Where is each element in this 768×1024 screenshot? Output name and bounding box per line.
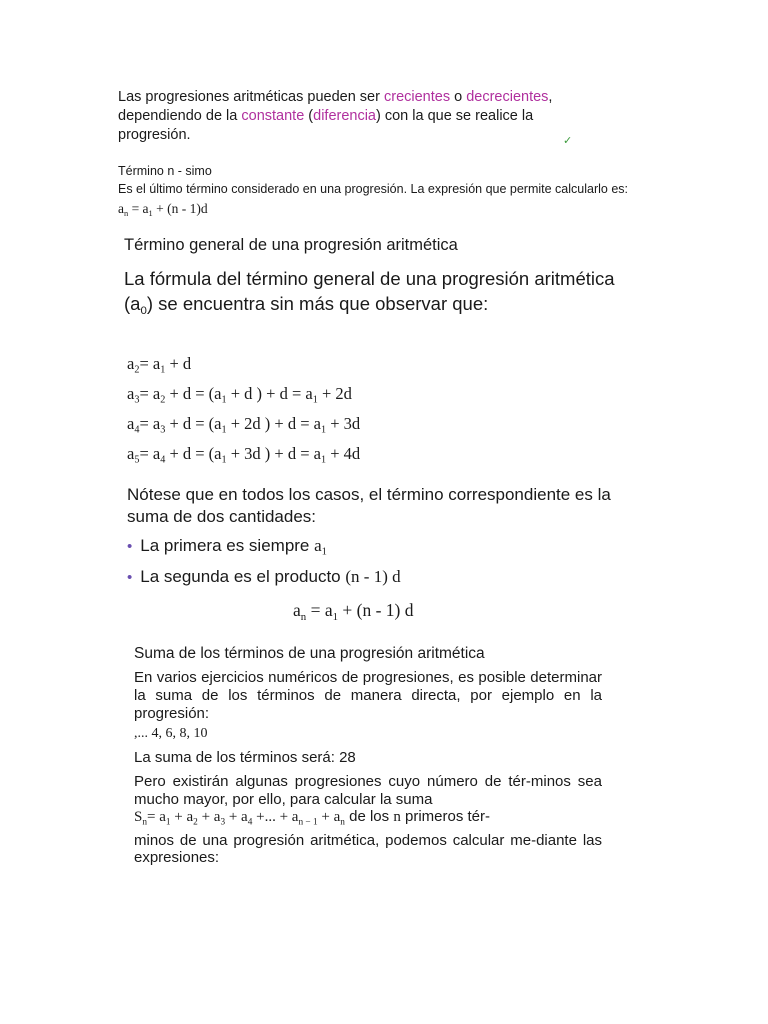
formula-part: + (n - 1) d xyxy=(338,600,414,620)
intro-text: ( xyxy=(304,108,314,124)
general-term-formula xyxy=(293,600,414,623)
bullet-text: La primera es siempre xyxy=(140,536,315,555)
formula-sub: 3 xyxy=(134,394,140,406)
formula-sub: n xyxy=(340,817,345,828)
formula-part: + d xyxy=(165,354,192,373)
sum-text: minos de una progresión aritmética, podemos calcular me-diante las expresiones: xyxy=(134,831,602,867)
equation-list xyxy=(127,352,360,472)
intro-text: , dependiendo de la xyxy=(118,89,553,124)
sum-text: Pero existirán algunas progresiones cuyo número de tér-minos sea mucho mayor, por ello, para calcular la suma xyxy=(134,773,602,808)
formula-part: = a xyxy=(147,809,166,825)
intro-text: Las progresiones aritméticas pueden ser xyxy=(118,89,384,105)
formula-sub: 2 xyxy=(193,817,198,828)
formula-part: + 2d ) + d = a xyxy=(226,414,321,434)
formula-part: a xyxy=(293,600,301,620)
formula-sub: 1 xyxy=(321,546,327,558)
formula-part: = a xyxy=(139,444,161,464)
nsimo-section xyxy=(118,162,678,223)
formula-sub: 2 xyxy=(134,364,140,376)
formula-sub: 1 xyxy=(148,208,153,218)
formula-sub: 5 xyxy=(134,454,140,466)
formula-part: = a xyxy=(139,384,161,404)
formula-part: + 2d xyxy=(317,384,352,404)
formula-part: + (n - 1)d xyxy=(152,201,208,216)
formula-part: a xyxy=(314,536,322,555)
formula-part: + d = (a xyxy=(165,444,222,464)
sum-formula-line xyxy=(134,808,602,832)
formula-part: + 4d xyxy=(326,444,361,464)
equation-line: $a_4= a_3 + d = (a_1 + 2d$ ) + $d = a_1 + 3d$ xyxy=(127,414,361,436)
formula-sub: 3 xyxy=(220,817,226,828)
equation-line: $a_2= a_1 + d$ xyxy=(127,354,192,376)
intro-text: ) con la que se realice la progresión. xyxy=(118,108,534,143)
formula-part: + 3d xyxy=(326,414,361,434)
sum-text: de los xyxy=(344,808,394,825)
sequence-example: ,... 4, 6, 8, 10 xyxy=(134,726,208,741)
formula-part: = a xyxy=(306,600,333,620)
term-constante: constante xyxy=(241,108,305,124)
notese-paragraph: Nótese que en todos los casos, el término correspondiente es la suma de dos cantidades: xyxy=(127,485,611,526)
sum-paragraph xyxy=(134,773,602,867)
formula-sub: 1 xyxy=(221,454,227,466)
formula-sub: 1 xyxy=(312,394,318,406)
formula-part: + d ) + d = a xyxy=(226,384,313,404)
formula-part: + a xyxy=(317,809,341,825)
formula-sub: n xyxy=(142,817,147,828)
equation-line: $a_5= a_4 + d = (a_1 + 3d$ ) + $d = a_1 + 4d$ xyxy=(127,444,361,466)
term-decrecientes: decrecientes xyxy=(466,89,549,105)
intro-paragraph xyxy=(118,88,568,145)
formula-part: + d = (a xyxy=(165,414,222,434)
formula-part: n xyxy=(393,809,401,825)
formula-sub: 4 xyxy=(247,817,253,828)
formula-part: a xyxy=(118,201,124,216)
formula-part: + a xyxy=(225,809,248,825)
bullet-item xyxy=(127,567,401,598)
general-term-intro xyxy=(124,266,624,324)
formula-part: + a xyxy=(170,809,194,825)
intro-text: La fórmula del término general de una progresión aritmética (a xyxy=(124,268,615,314)
formula-part: +... + a xyxy=(252,809,299,825)
formula-part: = a xyxy=(128,201,149,216)
formula-sub: 1 xyxy=(221,394,227,406)
term-diferencia: diferencia xyxy=(313,108,376,124)
formula-part: = a xyxy=(139,354,161,373)
formula-sub: 1 xyxy=(160,364,166,376)
formula-sub: 3 xyxy=(160,424,166,436)
formula-sub: n xyxy=(124,208,129,218)
formula-sub: 1 xyxy=(320,454,327,466)
formula-sub: n xyxy=(300,610,307,623)
sum-section-title: Suma de los términos de una progresión aritmética xyxy=(134,645,485,662)
formula-sub: 1 xyxy=(320,424,327,436)
bullet-dot-icon: • xyxy=(127,538,133,555)
nsimo-description: Es el último término considerado en una progresión. La expresión que permite calcularlo es: xyxy=(118,182,629,196)
bullet-text: La segunda es el producto xyxy=(140,567,346,586)
bullet-list xyxy=(127,536,401,598)
general-term-title: Término general de una progresión aritmética xyxy=(124,236,458,254)
intro-text: ) se encuentra sin más que observar que: xyxy=(146,293,489,314)
sum-result: La suma de los términos será: 28 xyxy=(134,749,356,766)
nsimo-heading: Término n - simo xyxy=(118,164,212,178)
bullet-dot-icon: • xyxy=(127,569,133,586)
formula-sub: 1 xyxy=(332,610,339,623)
intro-text: o xyxy=(450,89,467,105)
formula-sub: 1 xyxy=(165,817,171,828)
formula-sub: 2 xyxy=(160,394,166,406)
formula-part: S xyxy=(134,809,143,825)
term-crecientes: crecientes xyxy=(383,89,451,105)
nsimo-formula xyxy=(118,200,678,223)
formula-part: = a xyxy=(139,414,161,434)
formula-sub: n − 1 xyxy=(298,817,318,828)
bullet-item xyxy=(127,536,401,567)
formula-sub: 0 xyxy=(140,305,147,317)
check-mark-icon: ✓ xyxy=(563,135,573,147)
formula-sub: 4 xyxy=(160,454,166,466)
formula-sub: 1 xyxy=(221,424,227,436)
formula-part: (n - 1) d xyxy=(345,567,401,586)
equation-line: $a_3= a_2 + d = (a_1 + d$ ) + $d = a_1 + 2d$ xyxy=(127,384,352,406)
sum-paragraph: En varios ejercicios numéricos de progresiones, es posible determinar la suma de los términos de manera directa, por ejemplo en la progresión: xyxy=(134,669,602,722)
sum-text: primeros tér- xyxy=(400,808,490,825)
formula-part: + d = (a xyxy=(165,384,222,404)
formula-sub: 4 xyxy=(134,424,140,436)
formula-part: + 3d ) + d = a xyxy=(226,444,321,464)
formula-part: + a xyxy=(197,809,221,825)
